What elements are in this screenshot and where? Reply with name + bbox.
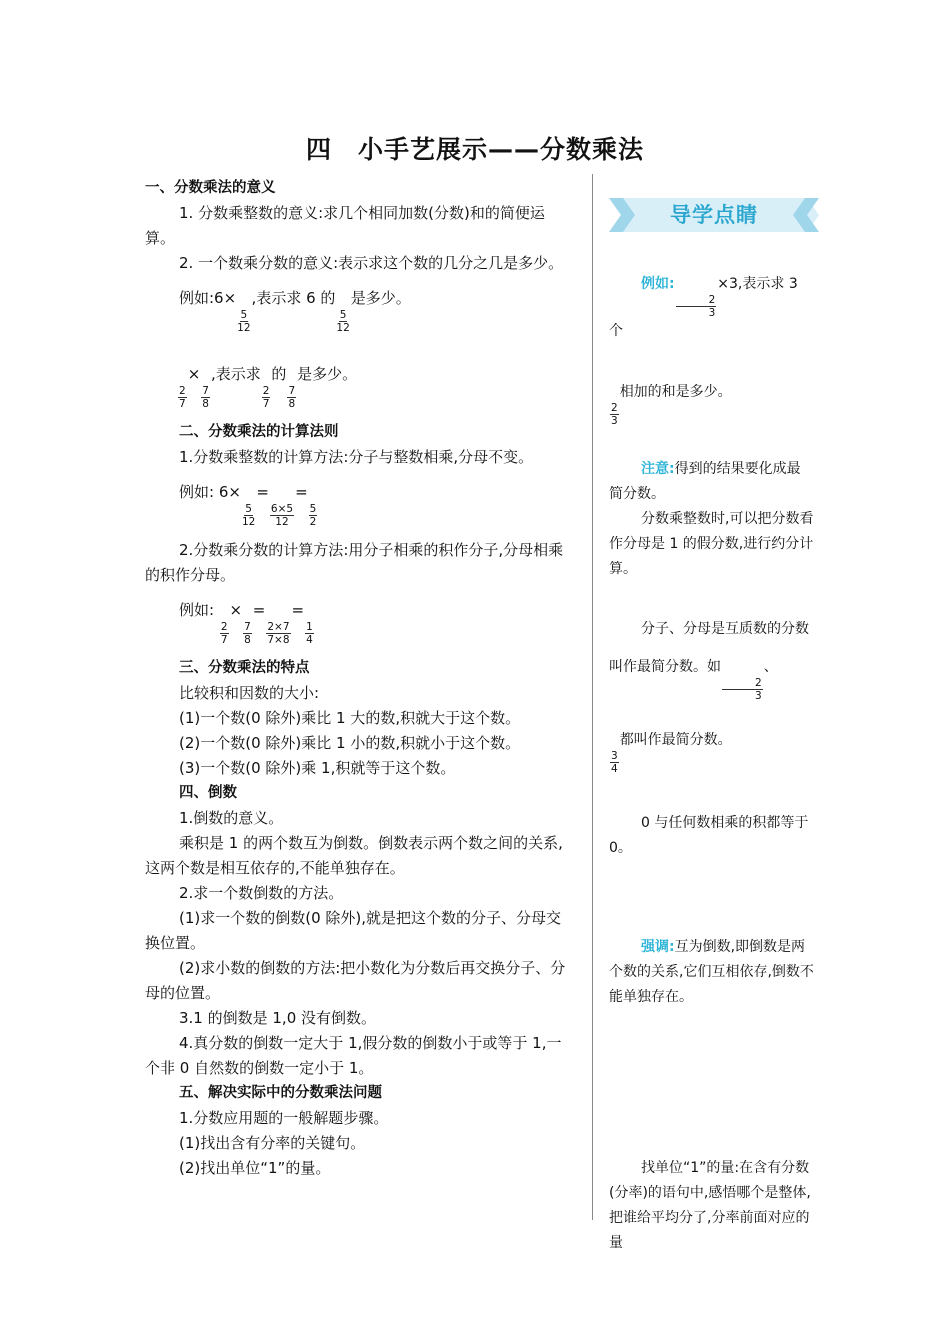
paragraph-s5-p3: (2)找出单位“1”的量。 (179, 1159, 331, 1177)
fraction: $\frac{6\times 5}{12}$ (270, 503, 294, 528)
paragraph-s2-p1: 1.分数乘整数的计算方法:分子与整数相乘,分母不变。 (179, 448, 534, 466)
fraction: $\frac{5}{12}$ (336, 309, 350, 334)
side-note-simplest-cont: $\frac{3}{4}$ 都叫作最简分数。 (611, 732, 732, 775)
side-note-unit: 找单位“1”的量:在含有分数(分率)的语句中,感悟哪个是整体,把谁给平均分了,分率前面对应的量 (609, 1160, 811, 1251)
fraction: $\frac{1}{4}$ (306, 621, 313, 646)
paragraph-s1-p1: 1. 分数乘整数的意义:求几个相同加数(分数)和的简便运算。 (145, 204, 545, 247)
fraction: $\frac{2}{3}$ (611, 402, 618, 427)
fraction: $\frac{2}{7}$ (179, 385, 186, 410)
fraction: $\frac{2\times 7}{7\times 8}$ (267, 621, 290, 646)
side-note-zero: 0 与任何数相乘的积都等于 0。 (609, 815, 809, 856)
fraction: $\frac{2}{7}$ (220, 621, 228, 646)
list-item-s3-3: (3)一个数(0 除外)乘 1,积就等于这个数。 (179, 759, 456, 777)
section-heading-1: 一、分数乘法的意义 (145, 180, 276, 196)
side-note-simplest: 分子、分母是互质数的分数叫作最简分数。如 $\frac{2}{3}$ 、 (609, 621, 809, 702)
paragraph-s4-p2: 乘积是 1 的两个数互为倒数。倒数表示两个数之间的关系,这两个数是相互依存的,不能单独存在。 (145, 834, 563, 877)
column-divider (592, 174, 593, 1220)
paragraph-s2-p2: 2.分数乘分数的计算方法:用分子相乘的积作分子,分母相乘的积作分母。 (145, 541, 564, 584)
example-s2-1: 例如: 6× $\frac{5}{12}$ = $\frac{6\times 5}{12}$ = $\frac{5}{2}$ (179, 483, 317, 528)
fraction: $\frac{7}{8}$ (288, 385, 296, 410)
page-title: 四 小手艺展示——分数乘法 (305, 135, 644, 164)
paragraph-s4-p6: 3.1 的倒数是 1,0 没有倒数。 (179, 1009, 377, 1027)
paragraph-s4-p1: 1.倒数的意义。 (179, 809, 284, 827)
paragraph-s5-p1: 1.分数应用题的一般解题步骤。 (179, 1109, 389, 1127)
sidebar-banner (609, 196, 819, 234)
example-s1-2: $\frac{2}{7}$ × $\frac{7}{8}$ ,表示求 $\frac{2}{7}$ 的 $\frac{7}{8}$ 是多少。 (179, 365, 358, 410)
paragraph-s5-p2: (1)找出含有分率的关键句。 (179, 1134, 366, 1152)
example-s1-1: 例如:6× $\frac{5}{12}$ ,表示求 6 的 $\frac{5}{12}$ 是多少。 (179, 289, 411, 334)
paragraph-s1-p2: 2. 一个数乘分数的意义:表示求这个数的几分之几是多少。 (179, 254, 564, 272)
sidebar-notes (609, 196, 814, 1256)
side-note-emphasis: 强调:互为倒数,即倒数是两个数的关系,它们互相依存,倒数不能单独存在。 (609, 939, 814, 1005)
fraction: $\frac{2}{3}$ (722, 677, 763, 702)
fraction: $\frac{2}{3}$ (676, 294, 717, 319)
section-heading-5: 五、解决实际中的分数乘法问题 (179, 1085, 382, 1101)
fraction: $\frac{5}{12}$ (237, 309, 251, 334)
paragraph-s4-p5: (2)求小数的倒数的方法:把小数化为分数后再交换分子、分母的位置。 (145, 959, 566, 1002)
fraction: $\frac{7}{8}$ (244, 621, 251, 646)
fraction: $\frac{7}{8}$ (202, 385, 209, 410)
side-note-integer: 分数乘整数时,可以把分数看作分母是 1 的假分数,进行约分计算。 (609, 511, 814, 577)
list-item-s3-2: (2)一个数(0 除外)乘比 1 小的数,积就小于这个数。 (179, 734, 521, 752)
fraction: $\frac{5}{2}$ (309, 503, 317, 528)
example-s2-2: 例如: $\frac{2}{7}$ × $\frac{7}{8}$ = $\frac{2\times 7}{7\times 8}$ = $\frac{1}{4}$ (179, 601, 313, 646)
paragraph-s4-p4: (1)求一个数的倒数(0 除外),就是把这个数的分子、分母交换位置。 (145, 909, 562, 952)
fraction: $\frac{3}{4}$ (611, 750, 618, 775)
section-heading-4: 四、倒数 (179, 785, 237, 801)
fraction: $\frac{2}{7}$ (262, 385, 270, 410)
paragraph-s4-p7: 4.真分数的倒数一定大于 1,假分数的倒数小于或等于 1,一个非 0 自然数的倒数一定小于 1。 (145, 1034, 562, 1077)
section-heading-2: 二、分数乘法的计算法则 (179, 424, 339, 440)
side-note-example: 例如: $\frac{2}{3}$ ×3,表示求 3 个 (609, 276, 798, 339)
side-note-attention: 注意:得到的结果要化成最简分数。 (609, 461, 801, 502)
list-item-s3-1: (1)一个数(0 除外)乘比 1 大的数,积就大于这个数。 (179, 709, 521, 727)
banner-title: 导学点睛 (670, 203, 758, 227)
section-heading-3: 三、分数乘法的特点 (179, 660, 310, 676)
paragraph-s3-p1: 比较积和因数的大小: (179, 684, 320, 702)
main-content (145, 176, 570, 1181)
fraction: $\frac{5}{12}$ (241, 503, 256, 528)
paragraph-s4-p3: 2.求一个数倒数的方法。 (179, 884, 344, 902)
side-note-example-cont: $\frac{2}{3}$ 相加的和是多少。 (611, 384, 732, 427)
